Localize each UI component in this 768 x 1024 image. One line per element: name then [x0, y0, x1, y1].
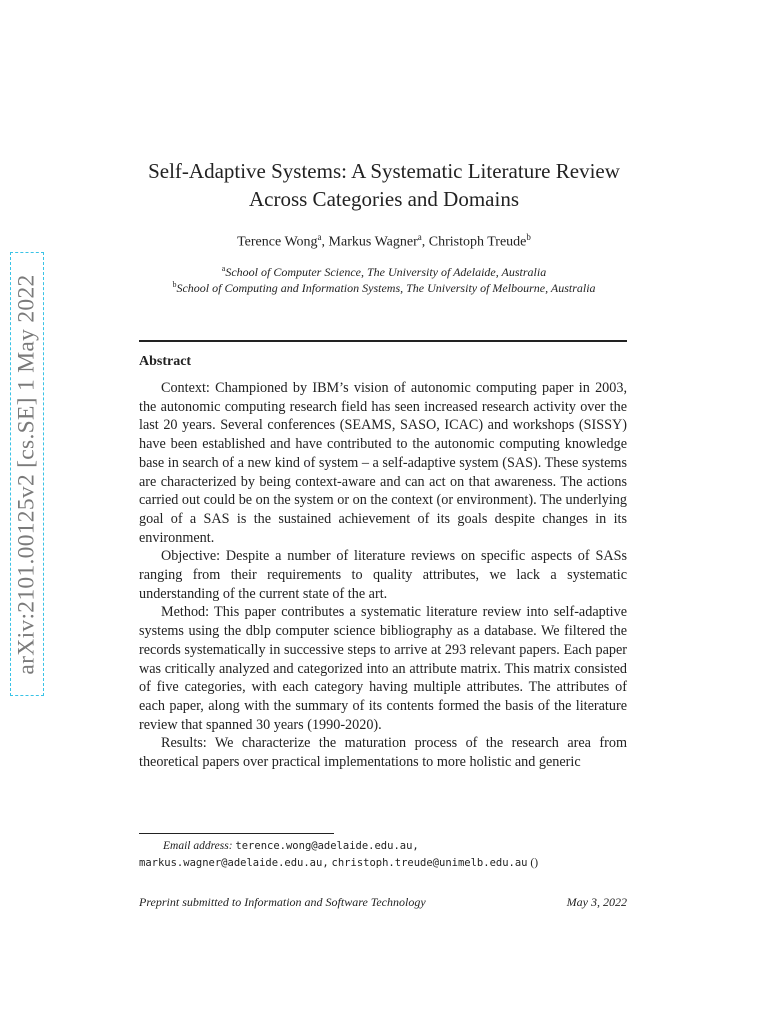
- preprint-date: May 3, 2022: [566, 895, 627, 909]
- affiliation-mark: a: [221, 264, 226, 273]
- affiliation-mark: a: [317, 232, 322, 242]
- abstract-paragraph-method: Method: This paper contributes a systematic literature review into self-adaptive systems using the dblp computer science bibliography as a database. We filtered the records systematically in successive steps to arrive at 293 relevant papers. Each paper was critically analyzed and categorized into an attribute matrix. This matrix consisted of five categories, with each category having multiple attributes. The attributes of each paper, along with the summary of its contents formed the basis of the literature review that spanned 30 years (1990-2020).: [139, 604, 627, 733]
- author-name: Christoph Treude: [428, 234, 527, 250]
- abstract-paragraph-objective: Objective: Despite a number of literature reviews on specific aspects of SASs ranging from their requirements to quality attributes, we lack a systematic understanding of the current state of the art.: [139, 548, 627, 602]
- title-line-2: Across Categories and Domains: [248, 187, 520, 211]
- affiliation-text: School of Computing and Information Systems, The University of Melbourne, Australia: [176, 281, 596, 295]
- arxiv-identifier-text: arXiv:2101.00125v2 [cs.SE] 1 May 2022: [13, 273, 40, 675]
- abstract-paragraph-results: Results: We characterize the maturation process of the research area from theoretical papers over practical implementations to more holistic and generic: [139, 735, 627, 771]
- affiliation-a: [130, 264, 638, 280]
- preprint-venue: Preprint submitted to Information and Software Technology: [139, 895, 426, 909]
- abstract-body: [139, 379, 627, 772]
- paper-title: [130, 157, 638, 213]
- affiliation-mark: a: [417, 232, 422, 242]
- header-rule: [139, 340, 627, 342]
- email-trailer: (): [530, 857, 539, 869]
- author-list: Terence Wong$^a$, Markus Wagner$^a$, Christoph Treude$^b$: [237, 232, 531, 250]
- affiliation-mark: b: [172, 280, 177, 289]
- arxiv-identifier-stamp[interactable]: [10, 252, 44, 696]
- footnote-emails: [139, 838, 627, 872]
- abstract-paragraph-context: Context: Championed by IBM’s vision of autonomic computing paper in 2003, the autonomic computing research field has seen increased research activity over the last 20 years. Several conferences (SEAMS, SASO, ICAC) and workshops (SISSY) have been established and have contributed to the autonomic computing knowledge base in search of a new kind of system – a self-adaptive system (SAS). These systems are characterized by being context-aware and can act on that awareness. The actions carried out could be on the system or on the context (or environment). The underlying goal of a SAS is the sustained achievement of its goals despite changes in its environment.: [139, 380, 627, 546]
- email-link-1[interactable]: terence.wong@adelaide.edu.au,: [235, 840, 419, 852]
- affiliation-b: [130, 280, 638, 296]
- email-link-2[interactable]: markus.wagner@adelaide.edu.au,: [139, 857, 329, 869]
- page-footer: [139, 895, 627, 910]
- author-name: Markus Wagner: [328, 234, 418, 250]
- affiliation-mark: b: [526, 232, 531, 242]
- author-name: Terence Wong: [237, 234, 318, 250]
- footnote-rule: [139, 833, 334, 834]
- email-label: Email address:: [163, 840, 233, 852]
- email-link-3[interactable]: christoph.treude@unimelb.edu.au: [331, 857, 528, 869]
- title-line-1: Self-Adaptive Systems: A Systematic Literature Review: [148, 159, 620, 183]
- abstract-heading: Abstract: [139, 354, 192, 369]
- affiliation-text: School of Computer Science, The University of Adelaide, Australia: [225, 265, 547, 279]
